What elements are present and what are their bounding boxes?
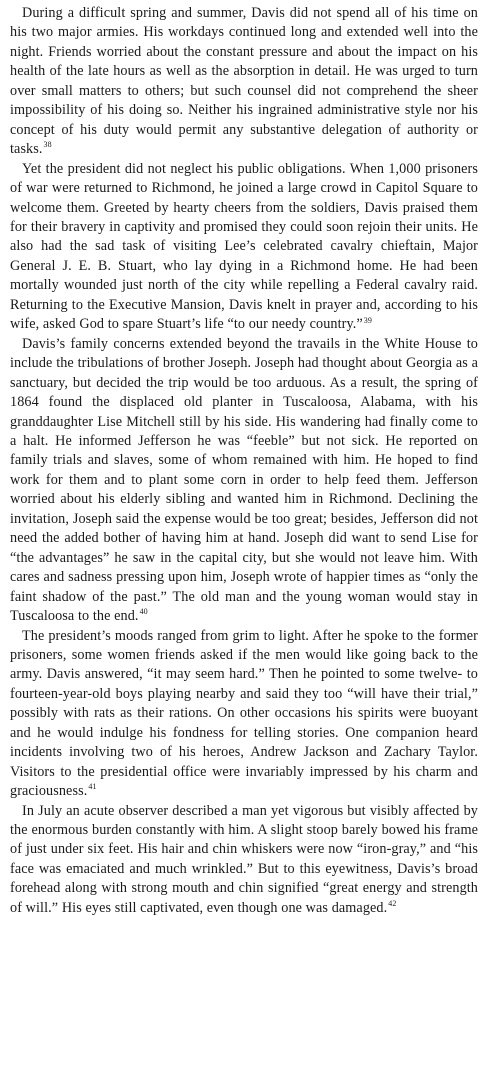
paragraph-5-text: In July an acute observer described a man yet vigorous but visibly affected by the enormous burden constantly with him. A slight stoop barely bowed his frame of just under six feet. His hair and chin whiskers were now “iron-gray,” and “his face was emaciated and much wrinkled.” But to this eyewitness, Davis’s broad forehead along with strong mouth and chin signified “great energy and strength of will.” His eyes still captivated, even though one was damaged.: [10, 802, 478, 916]
paragraph-3-text: Davis’s family concerns extended beyond the travails in the White House to include the tribulations of brother Joseph. Joseph had thought about Georgia as a sanctuary, but decided the trip would be too arduous. As a result, the spring of 1864 found the displaced old planter in Tuscaloosa, Alabama, with his granddaughter Lise Mitchell still by his side. His wandering had finally come to a halt. He informed Jefferson he was “feeble” but not sick. He reported on family trials and slaves, some of whom remained with him. He hoped to find work for them and to plant some corn in order to help feed them. Jefferson worried about his elderly sibling and wanted him in Richmond. Declining the invitation, Joseph said the expense would be too great; besides, Jefferson did not need the added bother of having him at hand. Joseph did want to send Lise for “the advantages” he saw in the capital city, but she would not leave him. With cares and sadness pressing upon him, Joseph wrote of happier times as “only the faint shadow of the past.” The old man and the young woman would stay in Tuscaloosa to the end.: [10, 335, 478, 625]
paragraph-4: [10, 627, 478, 802]
paragraph-4-text: The president’s moods ranged from grim to light. After he spoke to the former prisoners, some women friends asked if the men would like going back to the army. Davis answered, “it may seem hard.” Then he pointed to some twelve- to fourteen-year-old boys playing nearby and said they too “will have their trial,” possibly with rats as their rations. On other occasions his spirits were buoyant and he would indulge his fondness for telling stories. One companion heard incidents involving two of his heroes, Andrew Jackson and Zachary Taylor. Visitors to the presidential office were invariably impressed by his charm and graciousness.: [10, 627, 478, 800]
footnote-ref-38: 38: [43, 140, 52, 150]
footnote-ref-41: 41: [88, 782, 97, 792]
footnote-ref-42: 42: [388, 899, 397, 909]
paragraph-2: [10, 160, 478, 335]
paragraph-1-text: During a difficult spring and summer, Davis did not spend all of his time on his two major armies. His workdays continued long and extended well into the night. Friends worried about the constant pressure and about the impact on his health of the late hours as well as the absorption in detail. He was urged to turn over small matters to others; but such counsel did not comprehend the sheer impossibility of his doing so. Neither his ingrained administrative style nor his concept of his duty would permit any substantive delegation of authority or tasks.: [10, 5, 478, 158]
paragraph-3: [10, 335, 478, 627]
paragraph-5: [10, 802, 478, 919]
footnote-ref-40: 40: [139, 607, 148, 617]
footnote-ref-39: 39: [363, 315, 372, 325]
paragraph-1: [10, 4, 478, 160]
paragraph-2-text: Yet the president did not neglect his public obligations. When 1,000 prisoners of war were returned to Richmond, he joined a large crowd in Capitol Square to welcome them. Greeted by hearty cheers from the soldiers, Davis praised them for their bravery in captivity and promised they could soon rejoin their units. He also had the sad task of visiting Lee’s celebrated cavalry chieftain, Major General J. E. B. Stuart, who lay dying in a Richmond home. He had been mortally wounded just north of the city while repelling a Federal cavalry raid. Returning to the Executive Mansion, Davis knelt in prayer and, according to his wife, asked God to spare Stuart’s life “to our needy country.”: [10, 160, 478, 333]
